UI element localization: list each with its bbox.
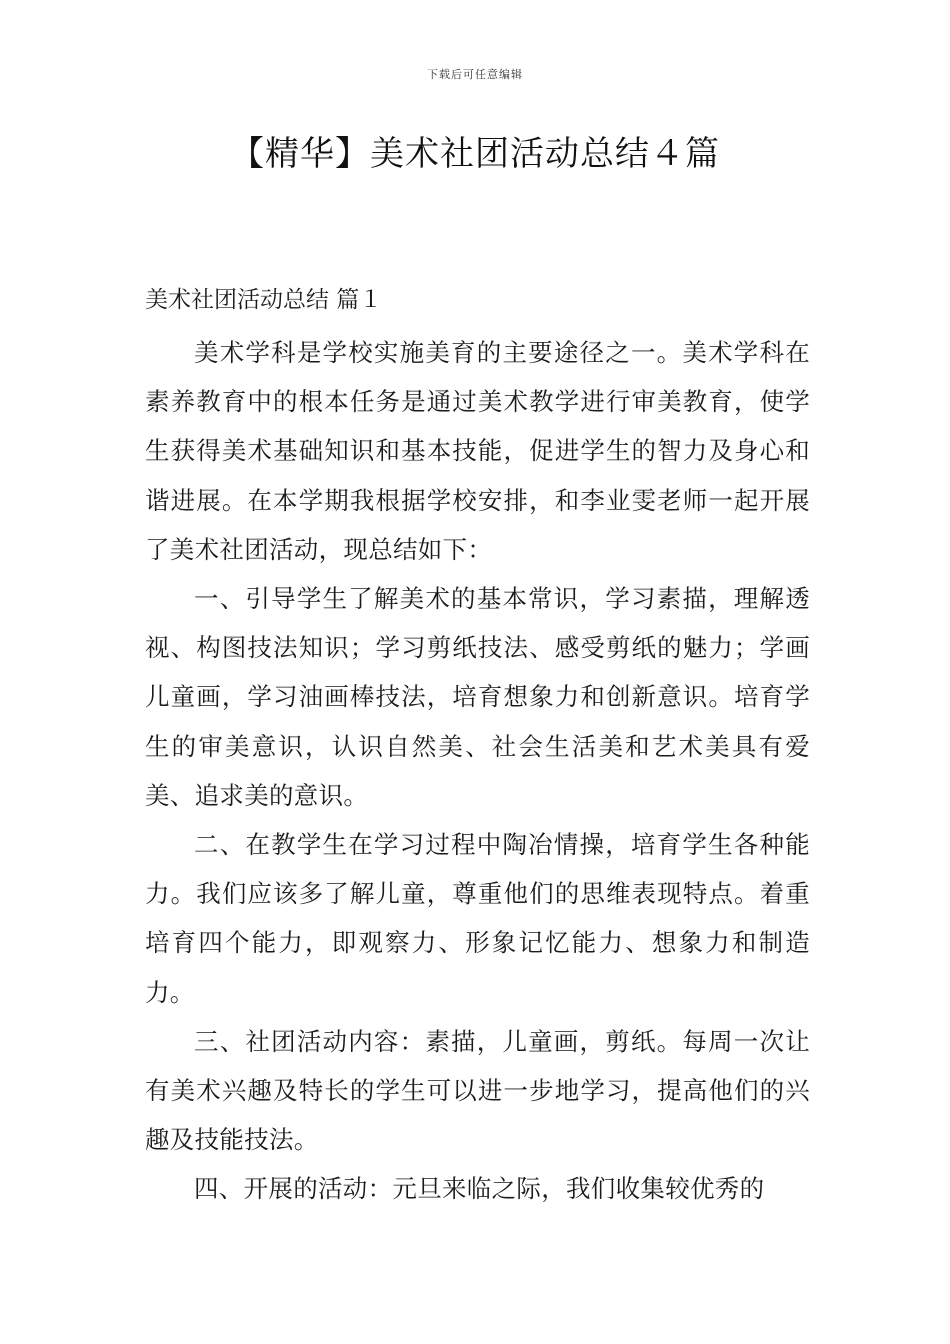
section-heading: 美术社团活动总结 篇１ <box>145 287 383 313</box>
paragraph-point-2: 二、在教学生在学习过程中陶冶情操，培育学生各种能力。我们应该多了解儿童，尊重他们的思维表现特点。着重培育四个能力，即观察力、形象记忆能力、想象力和制造力。 <box>145 830 810 1007</box>
paragraph-intro: 美术学科是学校实施美育的主要途径之一。美术学科在素养教育中的根本任务是通过美术教学进行审美教育，使学生获得美术基础知识和基本技能，促进学生的智力及身心和谐进展。在本学期我根据学校安排，和李业雯老师一起开展了美术社团活动，现总结如下： <box>145 338 810 564</box>
paragraph-point-4: 四、开展的活动：元旦来临之际，我们收集较优秀的 <box>194 1174 765 1204</box>
paragraph-point-3: 三、社团活动内容：素描，儿童画，剪纸。每周一次让有美术兴趣及特长的学生可以进一步地学习，提高他们的兴趣及技能技法。 <box>145 1026 810 1155</box>
paragraph-point-1: 一、引导学生了解美术的基本常识，学习素描，理解透视、构图技法知识；学习剪纸技法、感受剪纸的魅力；学画儿童画，学习油画棒技法，培育想象力和创新意识。培育学生的审美意识，认识自然美、社会生活美和艺术美具有爱美、追求美的意识。 <box>145 584 810 810</box>
header-note: 下载后可任意编辑 <box>427 68 523 81</box>
document-title: 【精华】美术社团活动总结４篇 <box>230 134 720 174</box>
document-body <box>145 281 810 1214</box>
